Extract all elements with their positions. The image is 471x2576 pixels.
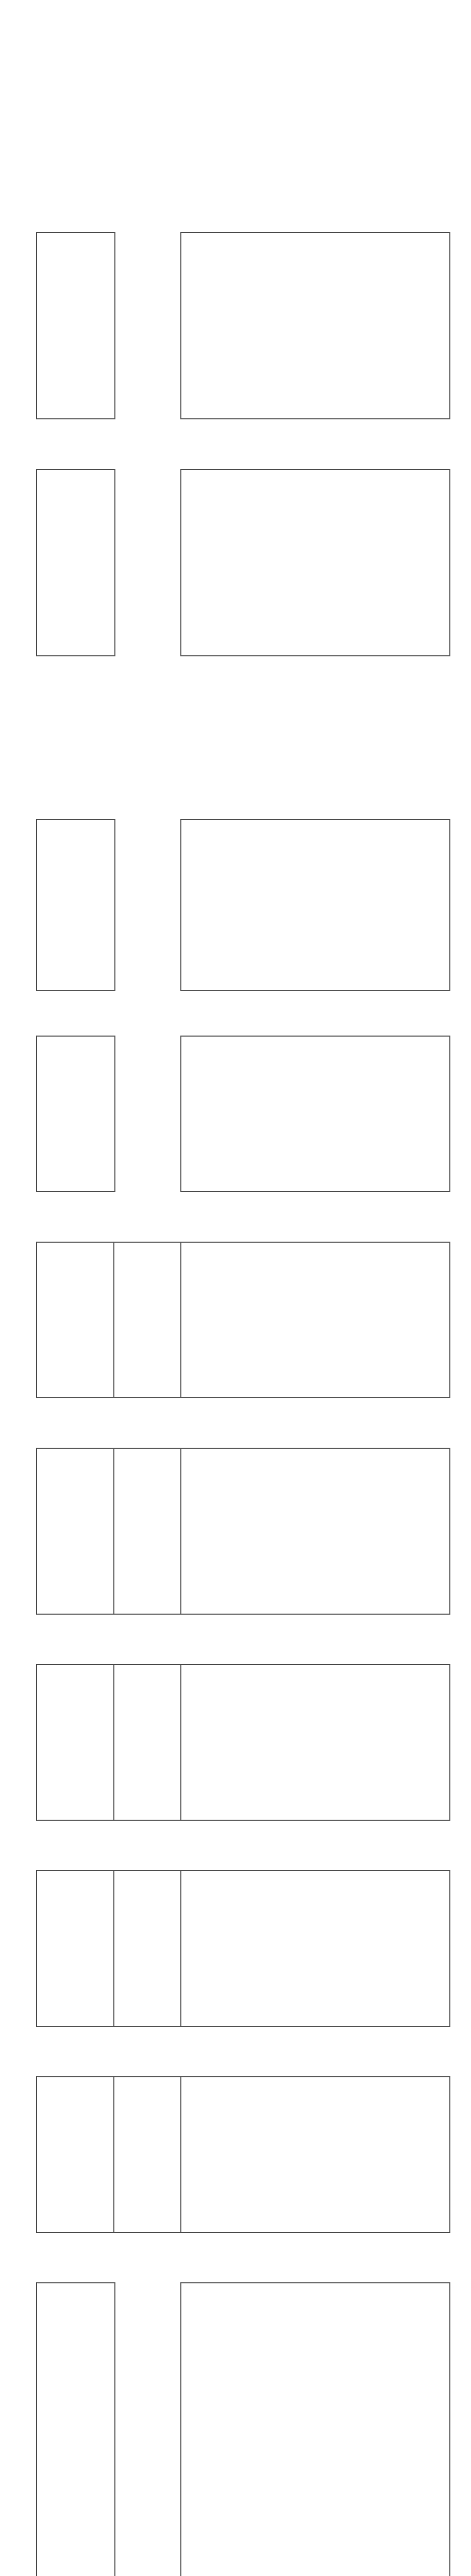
given-label (37, 2283, 114, 2287)
solution-label (181, 2283, 449, 2287)
si-label (114, 1243, 181, 1247)
problem-section (14, 1020, 458, 1206)
intro-block (14, 31, 452, 142)
intro-paragraph (14, 89, 452, 98)
given-label (37, 2077, 114, 2081)
solution-label (181, 2077, 449, 2081)
si-box (113, 1870, 182, 2027)
solution-label (181, 1871, 449, 1875)
given-box (36, 819, 115, 991)
given-box (36, 2076, 115, 2233)
si-label (114, 1871, 181, 1875)
solution-label (181, 470, 449, 474)
solution-box (180, 1870, 450, 2027)
given-label (37, 820, 114, 824)
solution-box (180, 1036, 450, 1192)
given-label (37, 1037, 114, 1041)
si-label (114, 1665, 181, 1669)
solution-box (180, 1448, 450, 1615)
problem-section (14, 1649, 458, 1834)
problem-section (14, 804, 458, 999)
given-label (37, 470, 114, 474)
intro-paragraph (14, 35, 452, 44)
solution-label (181, 1037, 449, 1041)
problem-section (14, 2267, 458, 2576)
given-box (36, 1870, 115, 2027)
given-box (36, 1242, 115, 1398)
intro-paragraph (14, 62, 452, 71)
given-label (37, 233, 114, 237)
solution-box (180, 819, 450, 991)
given-box (36, 232, 115, 419)
si-box (113, 2076, 182, 2233)
si-box (113, 1664, 182, 1821)
intro-paragraph (14, 75, 452, 84)
problem-section (14, 1432, 458, 1628)
si-box (113, 1242, 182, 1398)
solution-label (181, 1243, 449, 1247)
intro-paragraph (14, 48, 452, 58)
given-box (36, 469, 115, 656)
problem-section (14, 1855, 458, 2040)
intro-paragraph (14, 129, 452, 138)
solution-label (181, 1449, 449, 1453)
given-box (36, 1664, 115, 1821)
given-box (36, 2282, 115, 2576)
solution-box (180, 232, 450, 419)
solution-box (180, 2076, 450, 2233)
given-box (36, 1036, 115, 1192)
problem-section (14, 1226, 458, 1412)
given-box (36, 1448, 115, 1615)
problem-section (14, 453, 458, 670)
solution-box (180, 469, 450, 656)
si-label (114, 2077, 181, 2081)
intro-paragraph (14, 102, 452, 111)
solution-label (181, 233, 449, 237)
solution-box (180, 1664, 450, 1821)
si-box (113, 1448, 182, 1615)
given-label (37, 1449, 114, 1453)
problem-section (14, 216, 458, 433)
given-label (37, 1243, 114, 1247)
problem-section (14, 2061, 458, 2246)
solution-box (180, 2282, 450, 2576)
given-label (37, 1665, 114, 1669)
given-label (37, 1871, 114, 1875)
intro-paragraph (14, 115, 452, 125)
solution-label (181, 820, 449, 824)
solution-box (180, 1242, 450, 1398)
si-label (114, 1449, 181, 1453)
solution-label (181, 1665, 449, 1669)
